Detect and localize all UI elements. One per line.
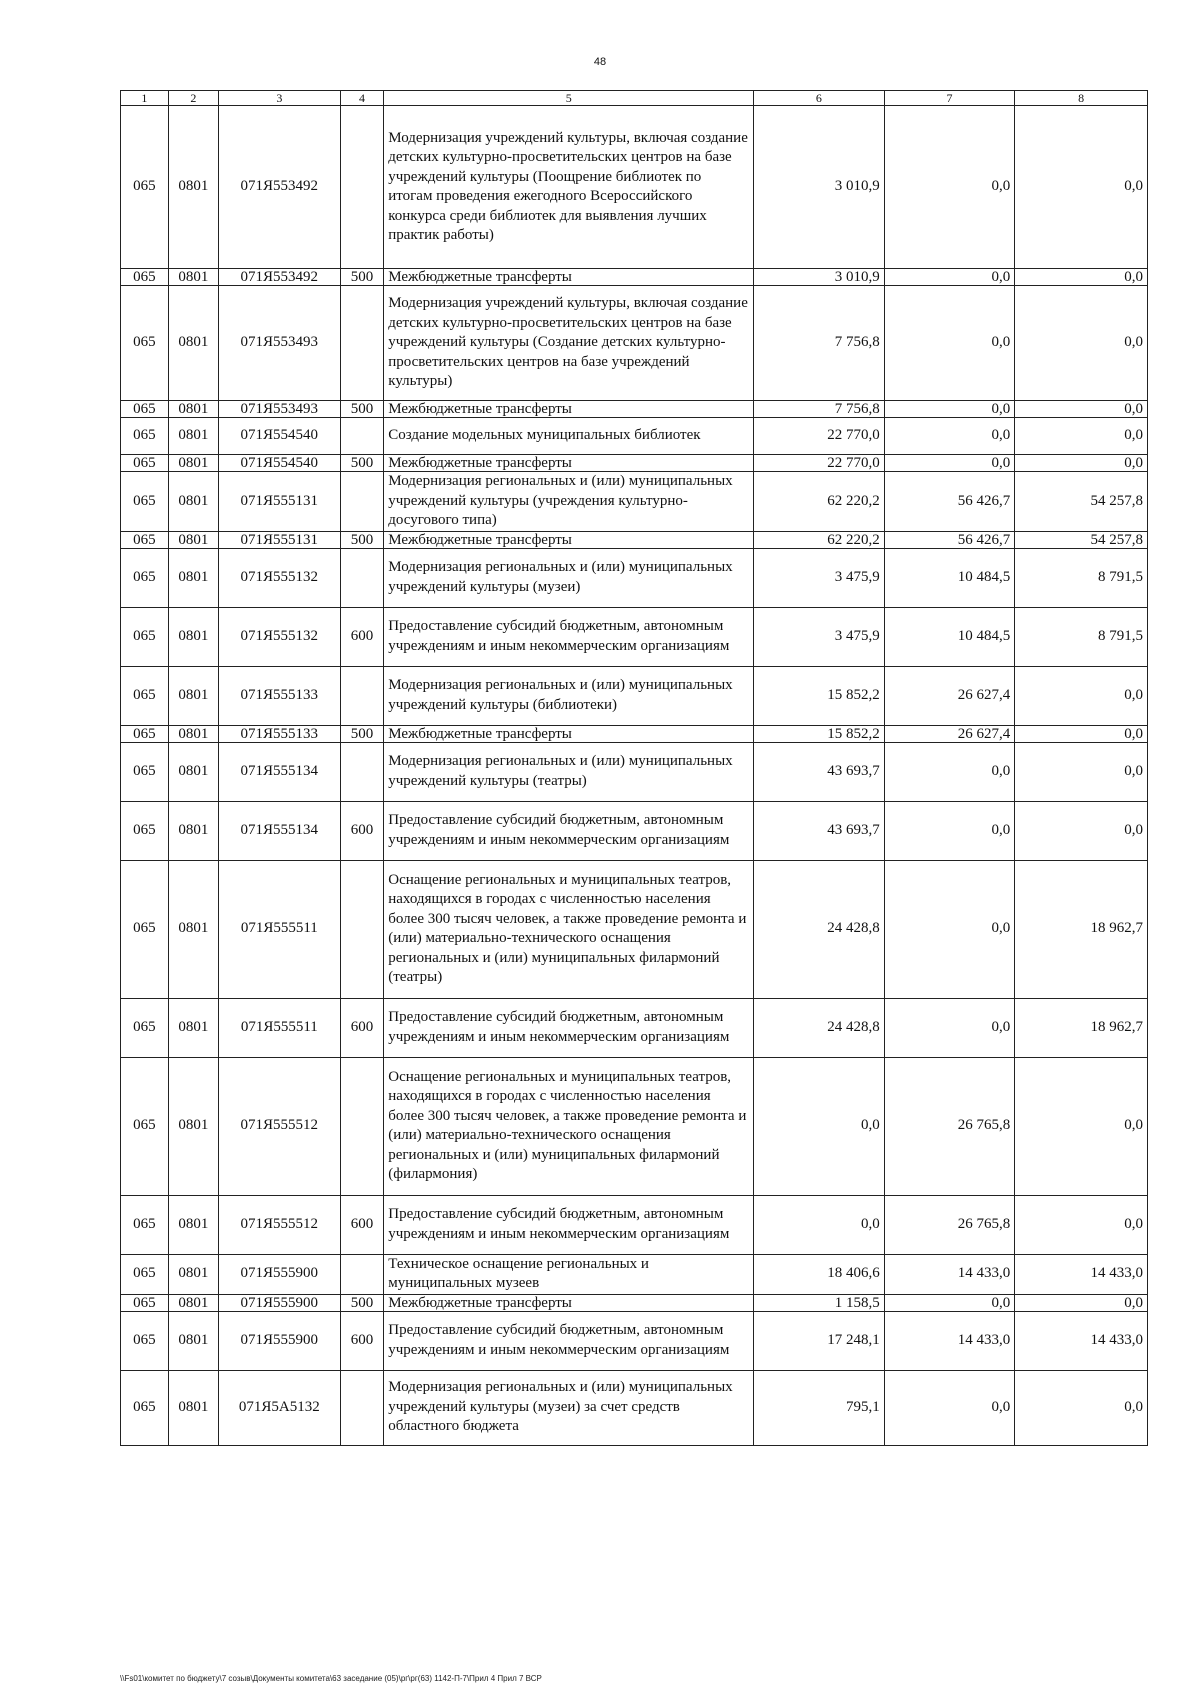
cell-amount-3: 0,0: [1015, 1294, 1148, 1311]
column-header: 1: [121, 91, 169, 106]
cell-description: Оснащение региональных и муниципальных театров, находящихся в городах с численностью населения более 300 тысяч человек, а также проведение ремонта и (или) материально-технического оснащения региональных и (или) муниципальных филармоний (филармония): [384, 1057, 754, 1195]
cell-target-article: 071Я555900: [218, 1294, 340, 1311]
cell-description: Межбюджетные трансферты: [384, 455, 754, 472]
cell-amount-3: 18 962,7: [1015, 998, 1148, 1057]
cell-amount-3: 0,0: [1015, 1195, 1148, 1254]
cell-ved: 065: [121, 801, 169, 860]
footer-file-path: \\Fs01\комитет по бюджету\7 созыв\Документы комитета\63 заседание (05)\рг\рг(63) 1142-П-7\Прил 4 Прил 7 ВСР: [120, 1674, 542, 1683]
cell-expense-type: 600: [340, 1195, 384, 1254]
cell-expense-type: 600: [340, 607, 384, 666]
table-row: [121, 1294, 1148, 1311]
cell-description: Модернизация региональных и (или) муниципальных учреждений культуры (библиотеки): [384, 666, 754, 725]
cell-ved: 065: [121, 455, 169, 472]
cell-section: 0801: [168, 106, 218, 269]
cell-amount-3: 0,0: [1015, 418, 1148, 455]
cell-ved: 065: [121, 1311, 169, 1370]
table-row: [121, 401, 1148, 418]
cell-target-article: 071Я555512: [218, 1195, 340, 1254]
cell-section: 0801: [168, 269, 218, 286]
cell-description: Модернизация учреждений культуры, включая создание детских культурно-просветительских центров на базе учреждений культуры (Поощрение библиотек по итогам проведения ежегодного Всероссийского конкурса среди библиотек для выявления лучших практик работы): [384, 106, 754, 269]
cell-amount-3: 14 433,0: [1015, 1254, 1148, 1294]
column-header: 4: [340, 91, 384, 106]
cell-amount-1: 3 010,9: [754, 106, 885, 269]
cell-expense-type: [340, 1057, 384, 1195]
column-header: 3: [218, 91, 340, 106]
cell-target-article: 071Я555511: [218, 998, 340, 1057]
cell-expense-type: 600: [340, 801, 384, 860]
cell-description: Создание модельных муниципальных библиотек: [384, 418, 754, 455]
cell-section: 0801: [168, 666, 218, 725]
cell-section: 0801: [168, 998, 218, 1057]
cell-ved: 065: [121, 666, 169, 725]
cell-description: Предоставление субсидий бюджетным, автономным учреждениям и иным некоммерческим организациям: [384, 607, 754, 666]
cell-amount-3: 0,0: [1015, 725, 1148, 742]
table-row: [121, 607, 1148, 666]
cell-ved: 065: [121, 269, 169, 286]
budget-table: [120, 90, 1148, 1446]
cell-description: Предоставление субсидий бюджетным, автономным учреждениям и иным некоммерческим организациям: [384, 1195, 754, 1254]
table-row: [121, 418, 1148, 455]
cell-ved: 065: [121, 401, 169, 418]
column-header: 2: [168, 91, 218, 106]
cell-amount-1: 24 428,8: [754, 860, 885, 998]
cell-description: Оснащение региональных и муниципальных театров, находящихся в городах с численностью населения более 300 тысяч человек, а также проведение ремонта и (или) материально-технического оснащения региональных и (или) муниципальных филармоний (театры): [384, 860, 754, 998]
cell-section: 0801: [168, 1057, 218, 1195]
cell-ved: 065: [121, 1195, 169, 1254]
cell-amount-2: 0,0: [884, 998, 1015, 1057]
cell-amount-2: 0,0: [884, 860, 1015, 998]
cell-expense-type: 500: [340, 531, 384, 548]
cell-amount-1: 3 010,9: [754, 269, 885, 286]
cell-target-article: 071Я555134: [218, 801, 340, 860]
cell-amount-1: 15 852,2: [754, 666, 885, 725]
cell-amount-2: 0,0: [884, 106, 1015, 269]
cell-target-article: 071Я554540: [218, 418, 340, 455]
cell-amount-2: 26 765,8: [884, 1057, 1015, 1195]
cell-amount-2: 0,0: [884, 742, 1015, 801]
cell-target-article: 071Я555131: [218, 472, 340, 532]
cell-ved: 065: [121, 742, 169, 801]
cell-expense-type: 500: [340, 269, 384, 286]
cell-description: Межбюджетные трансферты: [384, 401, 754, 418]
cell-description: Предоставление субсидий бюджетным, автономным учреждениям и иным некоммерческим организациям: [384, 1311, 754, 1370]
cell-section: 0801: [168, 742, 218, 801]
table-row: [121, 472, 1148, 532]
cell-amount-3: 0,0: [1015, 455, 1148, 472]
cell-expense-type: 500: [340, 1294, 384, 1311]
cell-section: 0801: [168, 607, 218, 666]
cell-ved: 065: [121, 1254, 169, 1294]
cell-amount-2: 0,0: [884, 418, 1015, 455]
cell-amount-1: 17 248,1: [754, 1311, 885, 1370]
column-header: 8: [1015, 91, 1148, 106]
cell-ved: 065: [121, 418, 169, 455]
cell-expense-type: [340, 1370, 384, 1445]
cell-amount-1: 43 693,7: [754, 801, 885, 860]
cell-section: 0801: [168, 286, 218, 401]
table-row: [121, 286, 1148, 401]
cell-description: Модернизация региональных и (или) муниципальных учреждений культуры (театры): [384, 742, 754, 801]
cell-amount-1: 62 220,2: [754, 472, 885, 532]
cell-amount-3: 0,0: [1015, 801, 1148, 860]
cell-target-article: 071Я555133: [218, 725, 340, 742]
table-row: [121, 1370, 1148, 1445]
cell-target-article: 071Я553493: [218, 401, 340, 418]
cell-section: 0801: [168, 1254, 218, 1294]
table-row: [121, 666, 1148, 725]
cell-amount-1: 1 158,5: [754, 1294, 885, 1311]
cell-description: Модернизация региональных и (или) муниципальных учреждений культуры (музеи) за счет средств областного бюджета: [384, 1370, 754, 1445]
cell-section: 0801: [168, 801, 218, 860]
cell-description: Предоставление субсидий бюджетным, автономным учреждениям и иным некоммерческим организациям: [384, 998, 754, 1057]
cell-amount-2: 14 433,0: [884, 1311, 1015, 1370]
table-row: [121, 1311, 1148, 1370]
cell-amount-2: 0,0: [884, 269, 1015, 286]
cell-amount-3: 0,0: [1015, 666, 1148, 725]
table-row: [121, 998, 1148, 1057]
cell-amount-1: 0,0: [754, 1057, 885, 1195]
cell-amount-3: 0,0: [1015, 1057, 1148, 1195]
table-row: [121, 455, 1148, 472]
cell-amount-2: 0,0: [884, 801, 1015, 860]
cell-description: Модернизация региональных и (или) муниципальных учреждений культуры (музеи): [384, 548, 754, 607]
cell-expense-type: 500: [340, 401, 384, 418]
cell-amount-1: 15 852,2: [754, 725, 885, 742]
cell-target-article: 071Я555132: [218, 607, 340, 666]
cell-section: 0801: [168, 418, 218, 455]
page-number: 48: [593, 56, 607, 68]
cell-amount-3: 8 791,5: [1015, 548, 1148, 607]
cell-amount-3: 0,0: [1015, 106, 1148, 269]
cell-ved: 065: [121, 472, 169, 532]
cell-ved: 065: [121, 607, 169, 666]
cell-ved: 065: [121, 531, 169, 548]
cell-section: 0801: [168, 531, 218, 548]
cell-target-article: 071Я555512: [218, 1057, 340, 1195]
cell-expense-type: [340, 666, 384, 725]
table-row: [121, 1057, 1148, 1195]
cell-target-article: 071Я553492: [218, 269, 340, 286]
cell-amount-2: 0,0: [884, 455, 1015, 472]
cell-amount-1: 0,0: [754, 1195, 885, 1254]
cell-description: Межбюджетные трансферты: [384, 531, 754, 548]
cell-ved: 065: [121, 860, 169, 998]
cell-amount-2: 0,0: [884, 1370, 1015, 1445]
cell-amount-2: 26 765,8: [884, 1195, 1015, 1254]
cell-section: 0801: [168, 1195, 218, 1254]
cell-amount-1: 795,1: [754, 1370, 885, 1445]
cell-target-article: 071Я553493: [218, 286, 340, 401]
cell-amount-1: 3 475,9: [754, 548, 885, 607]
cell-target-article: 071Я555131: [218, 531, 340, 548]
cell-description: Предоставление субсидий бюджетным, автономным учреждениям и иным некоммерческим организациям: [384, 801, 754, 860]
cell-expense-type: [340, 548, 384, 607]
cell-amount-1: 7 756,8: [754, 286, 885, 401]
cell-target-article: 071Я555900: [218, 1311, 340, 1370]
cell-expense-type: [340, 106, 384, 269]
cell-amount-3: 0,0: [1015, 401, 1148, 418]
cell-description: Межбюджетные трансферты: [384, 269, 754, 286]
cell-section: 0801: [168, 725, 218, 742]
cell-expense-type: [340, 418, 384, 455]
column-header: 5: [384, 91, 754, 106]
table-row: [121, 548, 1148, 607]
cell-ved: 065: [121, 106, 169, 269]
column-header: 6: [754, 91, 885, 106]
cell-target-article: 071Я553492: [218, 106, 340, 269]
cell-amount-2: 14 433,0: [884, 1254, 1015, 1294]
cell-section: 0801: [168, 548, 218, 607]
cell-amount-3: 0,0: [1015, 269, 1148, 286]
cell-amount-2: 26 627,4: [884, 725, 1015, 742]
cell-amount-3: 8 791,5: [1015, 607, 1148, 666]
cell-section: 0801: [168, 860, 218, 998]
cell-description: Техническое оснащение региональных и муниципальных музеев: [384, 1254, 754, 1294]
cell-target-article: 071Я555134: [218, 742, 340, 801]
table-row: [121, 1254, 1148, 1294]
cell-ved: 065: [121, 1294, 169, 1311]
cell-description: Межбюджетные трансферты: [384, 1294, 754, 1311]
cell-amount-1: 3 475,9: [754, 607, 885, 666]
cell-amount-1: 62 220,2: [754, 531, 885, 548]
cell-target-article: 071Я555133: [218, 666, 340, 725]
cell-expense-type: 600: [340, 998, 384, 1057]
table-row: [121, 725, 1148, 742]
cell-amount-3: 0,0: [1015, 286, 1148, 401]
cell-ved: 065: [121, 1370, 169, 1445]
cell-description: Межбюджетные трансферты: [384, 725, 754, 742]
cell-section: 0801: [168, 455, 218, 472]
cell-target-article: 071Я555900: [218, 1254, 340, 1294]
column-header: 7: [884, 91, 1015, 106]
cell-amount-3: 14 433,0: [1015, 1311, 1148, 1370]
cell-section: 0801: [168, 1311, 218, 1370]
cell-amount-2: 10 484,5: [884, 607, 1015, 666]
cell-expense-type: [340, 860, 384, 998]
cell-amount-2: 56 426,7: [884, 531, 1015, 548]
cell-ved: 065: [121, 286, 169, 401]
cell-ved: 065: [121, 1057, 169, 1195]
cell-amount-1: 18 406,6: [754, 1254, 885, 1294]
table-row: [121, 860, 1148, 998]
cell-amount-2: 10 484,5: [884, 548, 1015, 607]
cell-amount-3: 0,0: [1015, 742, 1148, 801]
cell-target-article: 071Я555511: [218, 860, 340, 998]
cell-amount-2: 0,0: [884, 286, 1015, 401]
table-row: [121, 1195, 1148, 1254]
cell-expense-type: 500: [340, 725, 384, 742]
cell-expense-type: [340, 286, 384, 401]
cell-expense-type: [340, 1254, 384, 1294]
cell-amount-1: 22 770,0: [754, 418, 885, 455]
cell-ved: 065: [121, 998, 169, 1057]
cell-description: Модернизация региональных и (или) муниципальных учреждений культуры (учреждения культурно-досугового типа): [384, 472, 754, 532]
cell-target-article: 071Я554540: [218, 455, 340, 472]
table-header-row: [121, 91, 1148, 106]
cell-target-article: 071Я5А5132: [218, 1370, 340, 1445]
table-row: [121, 269, 1148, 286]
cell-section: 0801: [168, 1294, 218, 1311]
cell-amount-3: 18 962,7: [1015, 860, 1148, 998]
cell-amount-1: 24 428,8: [754, 998, 885, 1057]
cell-amount-2: 26 627,4: [884, 666, 1015, 725]
cell-amount-2: 0,0: [884, 401, 1015, 418]
table-row: [121, 531, 1148, 548]
cell-amount-2: 56 426,7: [884, 472, 1015, 532]
cell-amount-3: 54 257,8: [1015, 472, 1148, 532]
cell-description: Модернизация учреждений культуры, включая создание детских культурно-просветительских центров на базе учреждений культуры (Создание детских культурно-просветительских центров на базе учреждений культуры): [384, 286, 754, 401]
cell-target-article: 071Я555132: [218, 548, 340, 607]
table-row: [121, 801, 1148, 860]
cell-amount-3: 54 257,8: [1015, 531, 1148, 548]
cell-amount-2: 0,0: [884, 1294, 1015, 1311]
cell-amount-1: 43 693,7: [754, 742, 885, 801]
cell-section: 0801: [168, 1370, 218, 1445]
table-row: [121, 106, 1148, 269]
cell-amount-3: 0,0: [1015, 1370, 1148, 1445]
cell-section: 0801: [168, 401, 218, 418]
cell-expense-type: [340, 742, 384, 801]
cell-expense-type: [340, 472, 384, 532]
cell-ved: 065: [121, 548, 169, 607]
cell-section: 0801: [168, 472, 218, 532]
cell-expense-type: 600: [340, 1311, 384, 1370]
cell-amount-1: 7 756,8: [754, 401, 885, 418]
cell-expense-type: 500: [340, 455, 384, 472]
cell-amount-1: 22 770,0: [754, 455, 885, 472]
cell-ved: 065: [121, 725, 169, 742]
table-row: [121, 742, 1148, 801]
